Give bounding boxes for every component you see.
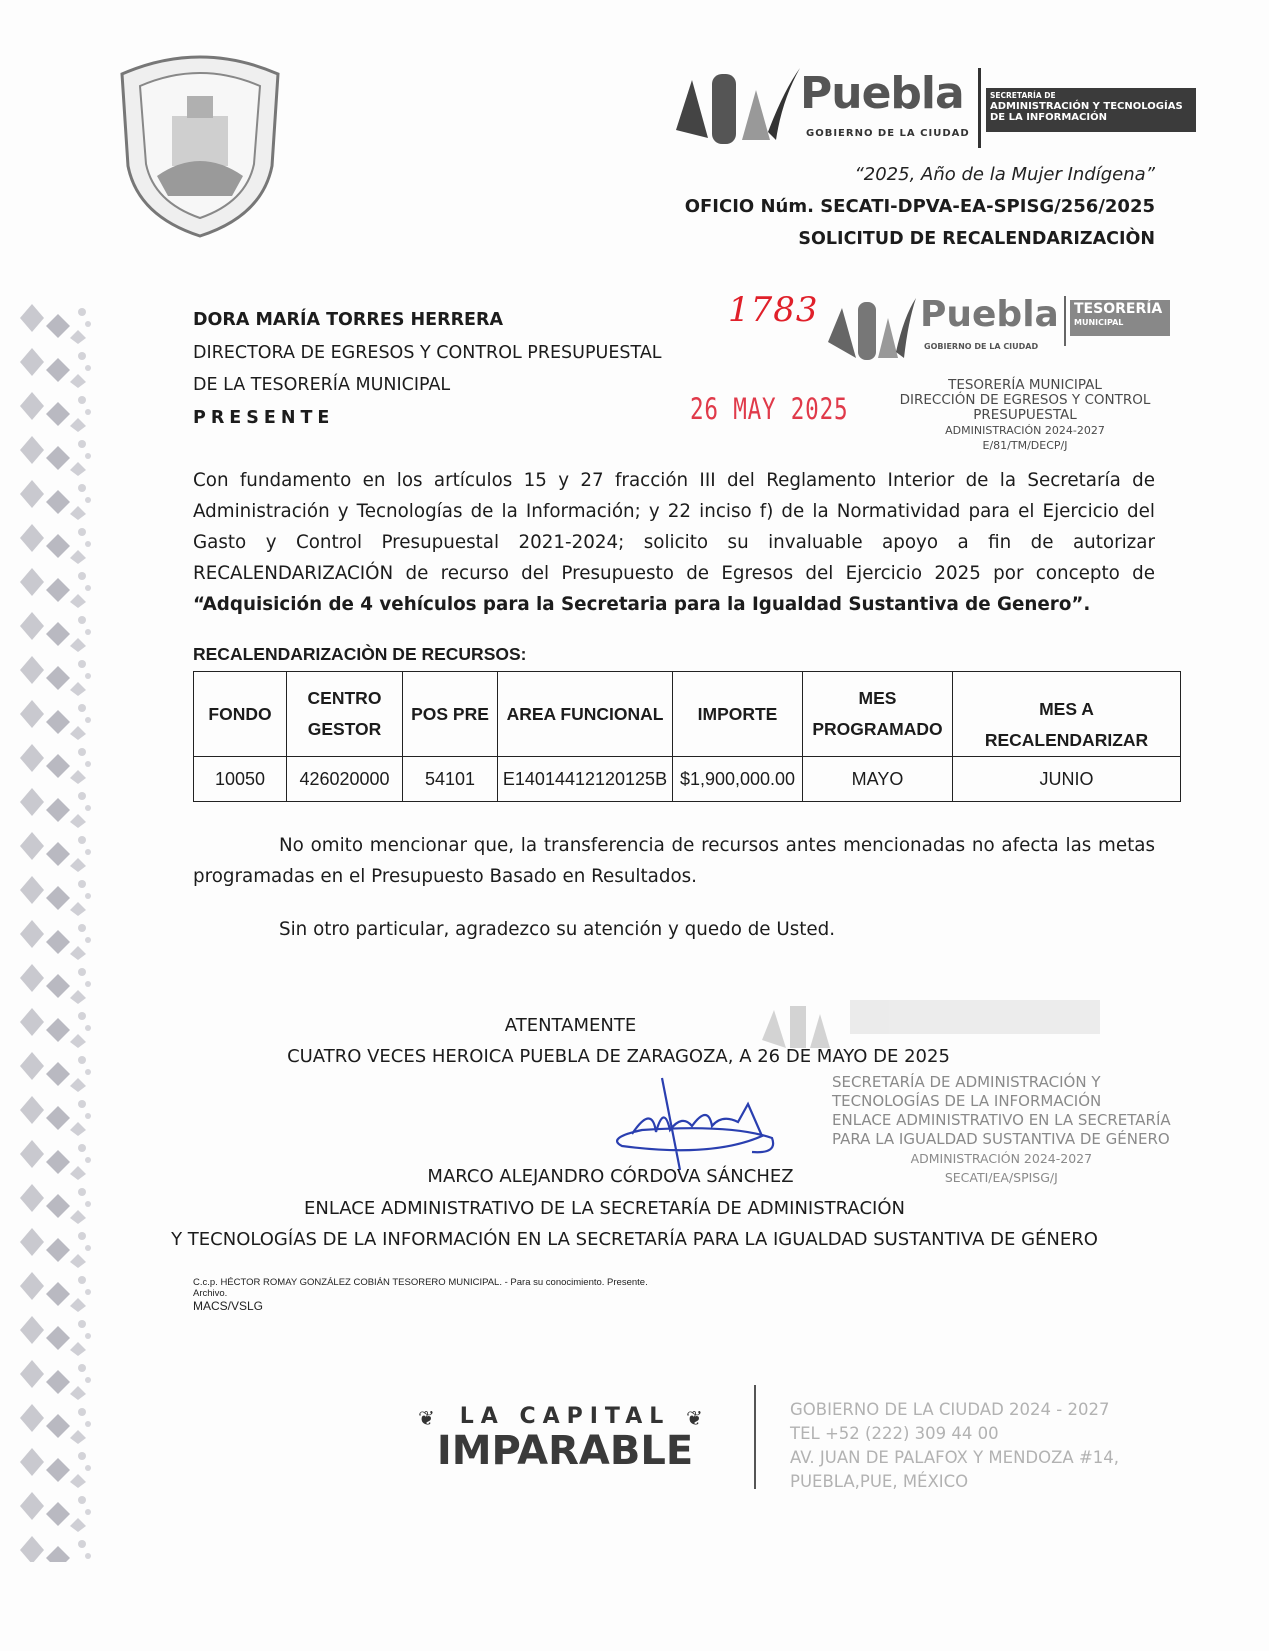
- logo-puebla-text: Puebla: [800, 68, 964, 119]
- stamp-line: ADMINISTRACIÓN 2024-2027: [910, 1151, 1093, 1166]
- cell-fondo: 10050: [194, 757, 287, 802]
- addressee-title-1: DIRECTORA DE EGRESOS Y CONTROL PRESUPUESTAL: [193, 342, 662, 363]
- table-header-row: [194, 672, 1181, 757]
- atentamente: ATENTAMENTE: [504, 1015, 637, 1036]
- stamp-line: SECATI/EA/SPISG/J: [944, 1170, 1058, 1185]
- ccp-initials: MACS/VSLG: [193, 1299, 264, 1313]
- subject-line: SOLICITUD DE RECALENDARIZACIÒN: [798, 229, 1155, 249]
- signer-name: MARCO ALEJANDRO CÓRDOVA SÁNCHEZ: [427, 1166, 794, 1187]
- dept-line1: ADMINISTRACIÓN Y TECNOLOGÍAS: [990, 101, 1183, 112]
- signer-role-1: ENLACE ADMINISTRATIVO DE LA SECRETARÍA DE ADMINISTRACIÓN: [304, 1198, 905, 1219]
- footer-contact: [790, 1398, 1119, 1494]
- city-buildings-icon: [826, 292, 916, 362]
- col-mes-recalendarizar: MES A RECALENDARIZAR: [953, 672, 1181, 757]
- table-row: [194, 757, 1181, 802]
- folio-number-stamp: 1783: [728, 290, 819, 330]
- brand-bottom: IMPARABLE: [436, 1428, 694, 1474]
- col-importe: IMPORTE: [673, 672, 803, 757]
- col-mes-programado: MES PROGRAMADO: [803, 672, 953, 757]
- city-buildings-icon: [672, 60, 802, 146]
- stamp-logo-text: Puebla: [920, 294, 1059, 335]
- wing-right-icon: ❦: [686, 1406, 703, 1430]
- cell-mes-programado: MAYO: [803, 757, 953, 802]
- city-date: CUATRO VECES HEROICA PUEBLA DE ZARAGOZA, A 26 DE MAYO DE 2025: [287, 1046, 950, 1067]
- addressee-name: DORA MARÍA TORRES HERRERA: [193, 310, 504, 330]
- footer-line: TEL +52 (222) 309 44 00: [790, 1424, 999, 1443]
- stamp-dept: TESORERÍA: [1074, 301, 1163, 317]
- stamp-line: SECRETARÍA DE ADMINISTRACIÓN Y: [832, 1073, 1101, 1091]
- stamp-line: PRESUPUESTAL: [973, 407, 1077, 423]
- decorative-border: [18, 300, 96, 1562]
- addressee-block: [193, 304, 662, 434]
- footer-line: PUEBLA,PUE, MÉXICO: [790, 1472, 969, 1491]
- col-area-funcional: AREA FUNCIONAL: [498, 672, 673, 757]
- stamp-dept-sub: MUNICIPAL: [1074, 318, 1124, 327]
- cell-importe: $1,900,000.00: [673, 757, 803, 802]
- tesoreria-stamp-text: [880, 378, 1170, 453]
- handwritten-signature: [612, 1074, 802, 1174]
- stamp-line: E/81/TM/DECP/J: [982, 439, 1068, 452]
- tesoreria-logo-stamp: [826, 292, 1171, 364]
- cell-area-funcional: E14014412120125B: [498, 757, 673, 802]
- recalendarization-table: [193, 671, 1181, 802]
- dept-small: SECRETARÍA DE: [990, 91, 1056, 100]
- presente: PRESENTE: [193, 407, 335, 428]
- col-fondo: FONDO: [194, 672, 287, 757]
- puebla-secati-logo: [672, 56, 1196, 150]
- city-seal: [112, 46, 288, 238]
- cell-mes-recalendarizar: JUNIO: [953, 757, 1181, 802]
- concept-bold: “Adquisición de 4 vehículos para la Secretaria para la Igualdad Sustantiva de Genero”.: [193, 594, 1091, 615]
- footer-divider: [754, 1385, 756, 1489]
- table-label: RECALENDARIZACIÒN DE RECURSOS:: [193, 644, 527, 664]
- stamp-line: TESORERÍA MUNICIPAL: [948, 377, 1102, 393]
- oficio-number: OFICIO Núm. SECATI-DPVA-EA-SPISG/256/2025: [684, 196, 1155, 217]
- ccp-block: [193, 1278, 648, 1313]
- paragraph-note: No omito mencionar que, la transferencia de recursos antes mencionadas no afecta las metas programadas en el Presupuesto Basado en Resultados.: [193, 835, 1155, 887]
- ccp-line: C.c.p. HÉCTOR ROMAY GONZÁLEZ COBIÁN TESORERO MUNICIPAL. - Para su conocimiento. Presente.: [193, 1277, 648, 1288]
- year-slogan: “2025, Año de la Mujer Indígena”: [854, 164, 1155, 185]
- footer-line: GOBIERNO DE LA CIUDAD 2024 - 2027: [790, 1400, 1110, 1419]
- dept-line2: DE LA INFORMACIÓN: [990, 112, 1107, 123]
- paragraph-request: [193, 465, 1155, 620]
- logo-subtitle: GOBIERNO DE LA CIUDAD: [806, 128, 970, 139]
- cell-pos-pre: 54101: [403, 757, 498, 802]
- paragraph-closing: Sin otro particular, agradezco su atención y quedo de Usted.: [279, 919, 836, 940]
- stamp-line: ENLACE ADMINISTRATIVO EN LA SECRETARÍA: [832, 1111, 1171, 1129]
- stamp-line: PARA LA IGUALDAD SUSTANTIVA DE GÉNERO: [832, 1130, 1170, 1148]
- signer-role-2: Y TECNOLOGÍAS DE LA INFORMACIÓN EN LA SECRETARÍA PARA LA IGUALDAD SUSTANTIVA DE GÉNERO: [171, 1229, 1098, 1250]
- ccp-archivo: Archivo.: [193, 1287, 228, 1299]
- cell-centro-gestor: 426020000: [287, 757, 403, 802]
- col-centro-gestor: CENTRO GESTOR: [287, 672, 403, 757]
- stamp-logo-sub: GOBIERNO DE LA CIUDAD: [924, 342, 1039, 351]
- la-capital-imparable-logo: [420, 1404, 710, 1484]
- stamp-line: ADMINISTRACIÓN 2024-2027: [945, 424, 1105, 437]
- brand-top: LA CAPITAL: [459, 1404, 671, 1429]
- footer-line: AV. JUAN DE PALAFOX Y MENDOZA #14,: [790, 1448, 1120, 1467]
- col-pos-pre: POS PRE: [403, 672, 498, 757]
- stamp-line: TECNOLOGÍAS DE LA INFORMACIÓN: [832, 1092, 1102, 1110]
- addressee-title-2: DE LA TESORERÍA MUNICIPAL: [193, 375, 451, 395]
- wing-left-icon: ❦: [418, 1406, 435, 1430]
- received-date-stamp: 26 MAY 2025: [690, 392, 849, 426]
- stamp-line: DIRECCIÓN DE EGRESOS Y CONTROL: [899, 392, 1151, 408]
- paragraph-text: Con fundamento en los artículos 15 y 27 fracción III del Reglamento Interior de la Secretaría de Administración y Tecnologías de la Información; y 22 inciso f) de la Normatividad para el Ejercicio del Gasto y Control Presupuestal 2021-2024; solicito su invaluable apoyo a fin de autorizar RECALENDARIZACIÓN de recurso del Presupuesto de Egresos del Ejercicio 2025 por concepto de: [193, 470, 1155, 584]
